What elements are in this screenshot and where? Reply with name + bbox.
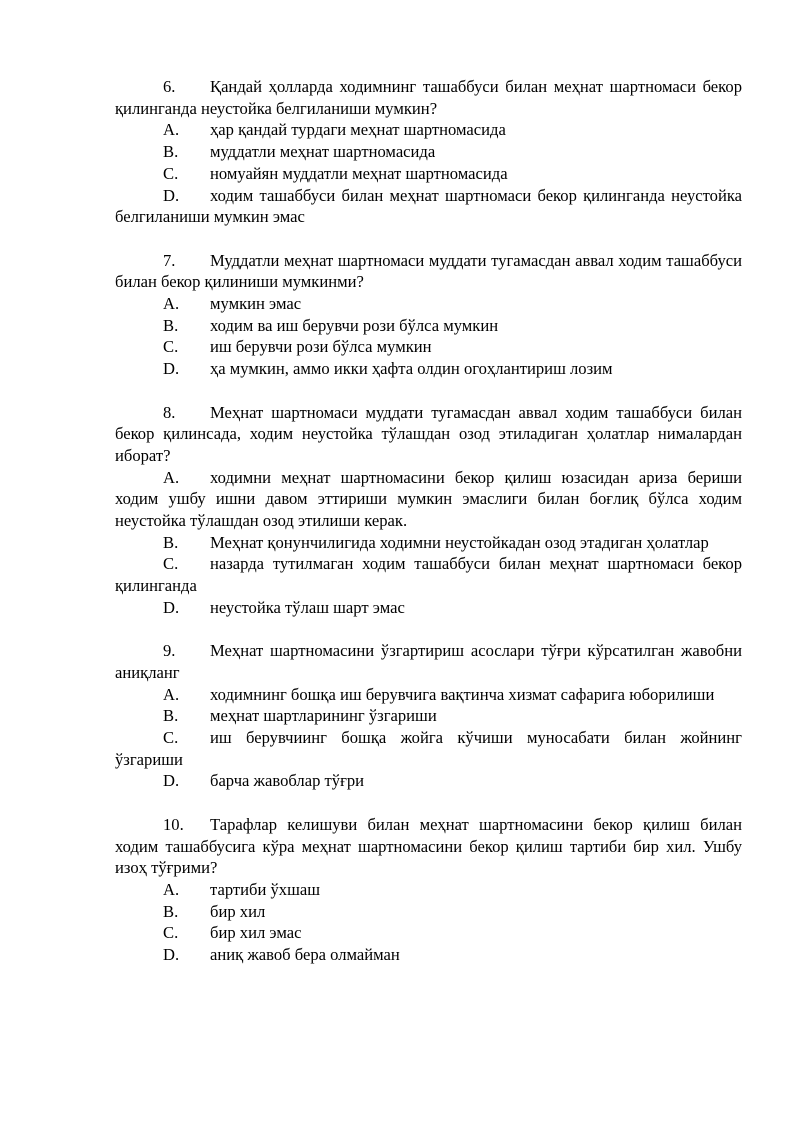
answer-letter: C. — [163, 554, 179, 574]
document-page — [115, 76, 742, 987]
question-text — [115, 250, 742, 293]
answer-option — [115, 944, 742, 966]
answer-text: муддатли меҳнат шартномасида — [210, 142, 436, 162]
answer-option — [115, 293, 742, 315]
question-text — [115, 402, 742, 467]
answer-letter: C. — [163, 337, 179, 357]
answer-letter: B. — [163, 706, 179, 726]
answer-option — [115, 922, 742, 944]
answer-text: мумкин эмас — [210, 294, 302, 314]
answer-text: меҳнат шартларининг ўзгариши — [210, 706, 437, 726]
answer-option — [115, 358, 742, 380]
question-number: 7. — [163, 250, 176, 270]
question-6 — [115, 76, 742, 228]
question-body: Қандай ҳолларда ходимнинг ташаббуси билан меҳнат шартномаси бекор қилинганда неустойка белгиланиши мумкин? — [115, 77, 742, 118]
answer-letter: B. — [163, 901, 179, 921]
answer-letter: A. — [163, 684, 180, 704]
answer-letter: B. — [163, 315, 179, 335]
question-body: Меҳнат шартномаси муддати тугамасдан аввал ходим ташаббуси билан бекор қилинсада, ходим неустойка тўлашдан озод этиладиган ҳолатлар нималардан иборат? — [115, 402, 742, 465]
answer-option — [115, 336, 742, 358]
question-8 — [115, 402, 742, 619]
answer-text: бир хил эмас — [210, 923, 302, 943]
answer-text: ҳар қандай турдаги меҳнат шартномасида — [210, 120, 506, 140]
answer-letter: C. — [163, 923, 179, 943]
answer-letter: A. — [163, 879, 180, 899]
answer-letter: B. — [163, 142, 179, 162]
answer-option — [115, 467, 742, 532]
answer-option — [115, 163, 742, 185]
answer-option — [115, 315, 742, 337]
answer-letter: A. — [163, 467, 180, 487]
answer-option — [115, 185, 742, 228]
answer-text: Меҳнат қонунчилигида ходимни неустойкадан озод этадиган ҳолатлар — [210, 532, 709, 552]
answer-text: ходим ва иш берувчи рози бўлса мумкин — [210, 315, 499, 335]
question-9 — [115, 640, 742, 792]
answer-letter: A. — [163, 120, 180, 140]
question-number: 8. — [163, 402, 176, 422]
answer-letter: C. — [163, 728, 179, 748]
answer-option — [115, 727, 742, 770]
answer-option — [115, 901, 742, 923]
question-body: Тарафлар келишуви билан меҳнат шартномасини бекор қилиш билан ходим ташаббусига кўра меҳнат шартномасини бекор қилиш тартиби бир хил. Ушбу изоҳ тўғрими? — [115, 814, 742, 878]
answer-option — [115, 597, 742, 619]
question-number: 9. — [163, 641, 176, 661]
question-body: Муддатли меҳнат шартномаси муддати тугамасдан аввал ходим ташаббуси билан бекор қилиниши мумкинми? — [115, 250, 742, 292]
question-10 — [115, 814, 742, 966]
answer-text: тартиби ўхшаш — [210, 879, 321, 899]
question-number: 10. — [163, 814, 184, 834]
answer-option — [115, 119, 742, 141]
question-7 — [115, 250, 742, 380]
answer-option — [115, 553, 742, 596]
answer-text: иш берувчи рози бўлса мумкин — [210, 337, 432, 357]
answer-option — [115, 532, 742, 554]
answer-letter: B. — [163, 532, 179, 552]
answer-letter: D. — [163, 359, 180, 379]
answer-text: ходимнинг бошқа иш берувчига вақтинча хизмат сафарига юборилиши — [210, 684, 715, 704]
answer-option — [115, 879, 742, 901]
answer-text: бир хил — [210, 901, 266, 921]
answer-letter: A. — [163, 294, 180, 314]
answer-text: ходимни меҳнат шартномасини бекор қилиш юзасидан ариза бериши ходим ушбу ишни давом эттириши мумкин эмаслиги билан боғлиқ бўлса ходим неустойка тўлашдан озод этилиши керак. — [115, 467, 742, 531]
question-text — [115, 640, 742, 683]
answer-option — [115, 770, 742, 792]
answer-letter: D. — [163, 185, 180, 205]
answer-text: неустойка тўлаш шарт эмас — [210, 597, 405, 617]
answer-letter: C. — [163, 163, 179, 183]
answer-text: ходим ташаббуси билан меҳнат шартномаси бекор қилинганда неустойка белгиланиши мумкин эмас — [115, 185, 742, 227]
answer-letter: D. — [163, 597, 180, 617]
answer-text: назарда тутилмаган ходим ташаббуси билан меҳнат шартномаси бекор қилинганда — [115, 554, 742, 596]
answer-option — [115, 141, 742, 163]
answer-option — [115, 684, 742, 706]
question-body: Меҳнат шартномасини ўзгартириш асослари тўғри кўрсатилган жавобни аниқланг — [115, 641, 742, 682]
question-number: 6. — [163, 77, 176, 96]
answer-text: иш берувчиинг бошқа жойга кўчиши муносабати билан жойнинг ўзгариши — [115, 728, 742, 769]
answer-text: ҳа мумкин, аммо икки ҳафта олдин огоҳлантириш лозим — [210, 359, 613, 379]
answer-text: номуайян муддатли меҳнат шартномасида — [210, 163, 508, 183]
answer-text: барча жавоблар тўғри — [210, 771, 365, 791]
answer-letter: D. — [163, 771, 180, 791]
answer-option — [115, 705, 742, 727]
question-text — [115, 76, 742, 119]
question-text — [115, 814, 742, 879]
answer-letter: D. — [163, 945, 180, 965]
answer-text: аниқ жавоб бера олмайман — [210, 945, 400, 965]
